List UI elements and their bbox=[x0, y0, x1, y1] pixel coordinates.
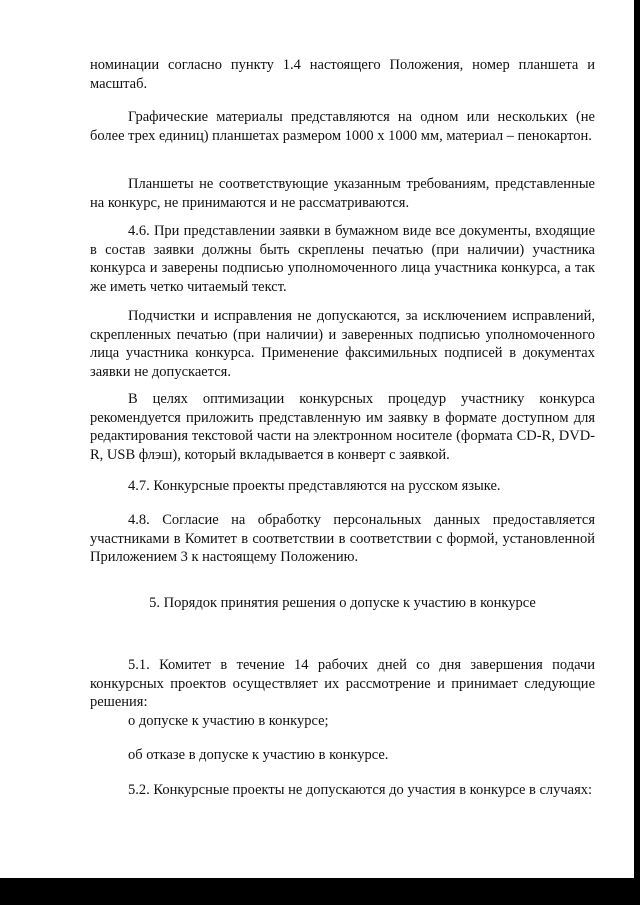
paragraph-5-2: 5.2. Конкурсные проекты не допускаются до участия в конкурсе в случаях: bbox=[128, 782, 593, 798]
paragraph-erasures: Подчистки и исправления не допускаются, за исключением исправлений, скрепленных печатью (при наличии) и заверенных подписью уполномоченного лица участника конкурса. Применение факсимильных подписей в документах заявки не допускается. bbox=[90, 308, 595, 380]
paragraph-optimization: В целях оптимизации конкурсных процедур участнику конкурса рекомендуется приложить представленную им заявку в формате доступном для редактирования текстовой части на электронном носителе (формата CD-R, DVD-R, USB флэш), который вкладывается в конверт с заявкой. bbox=[90, 391, 595, 463]
paragraph-graphic-materials: Графические материалы представляются на одном или нескольких (не более трех единиц) планшетах размером 1000 х 1000 мм, материал – пенокартон. bbox=[90, 109, 595, 144]
list-item-admission: о допуске к участию в конкурсе; bbox=[128, 713, 329, 729]
scan-bottom-border bbox=[0, 878, 640, 905]
paragraph-4-6: 4.6. При представлении заявки в бумажном виде все документы, входящие в состав заявки должны быть скреплены печатью (при наличии) участника конкурса и заверены подписью уполномоченного лица участника конкурса, а так же иметь четко читаемый текст. bbox=[90, 223, 595, 295]
list-item-refusal: об отказе в допуске к участию в конкурсе. bbox=[128, 747, 389, 763]
paragraph-5-1: 5.1. Комитет в течение 14 рабочих дней со дня завершения подачи конкурсных проектов осуществляет их рассмотрение и принимает следующие решения: bbox=[90, 657, 595, 710]
paragraph-4-8: 4.8. Согласие на обработку персональных данных предоставляется участниками в Комитет в соответствии в соответствии с формой, установленной Приложением 3 к настоящему Положению. bbox=[90, 512, 595, 565]
paragraph-nomination-continued: номинации согласно пункту 1.4 настоящего Положения, номер планшета и масштаб. bbox=[90, 57, 595, 92]
paragraph-4-7: 4.7. Конкурсные проекты представляются на русском языке. bbox=[128, 478, 501, 494]
paragraph-tablets-not-compliant: Планшеты не соответствующие указанным требованиям, представленные на конкурс, не принимаются и не рассматриваются. bbox=[90, 176, 595, 211]
scan-edge-right bbox=[634, 0, 640, 878]
section-heading-5: 5. Порядок принятия решения о допуске к участию в конкурсе bbox=[149, 595, 536, 611]
